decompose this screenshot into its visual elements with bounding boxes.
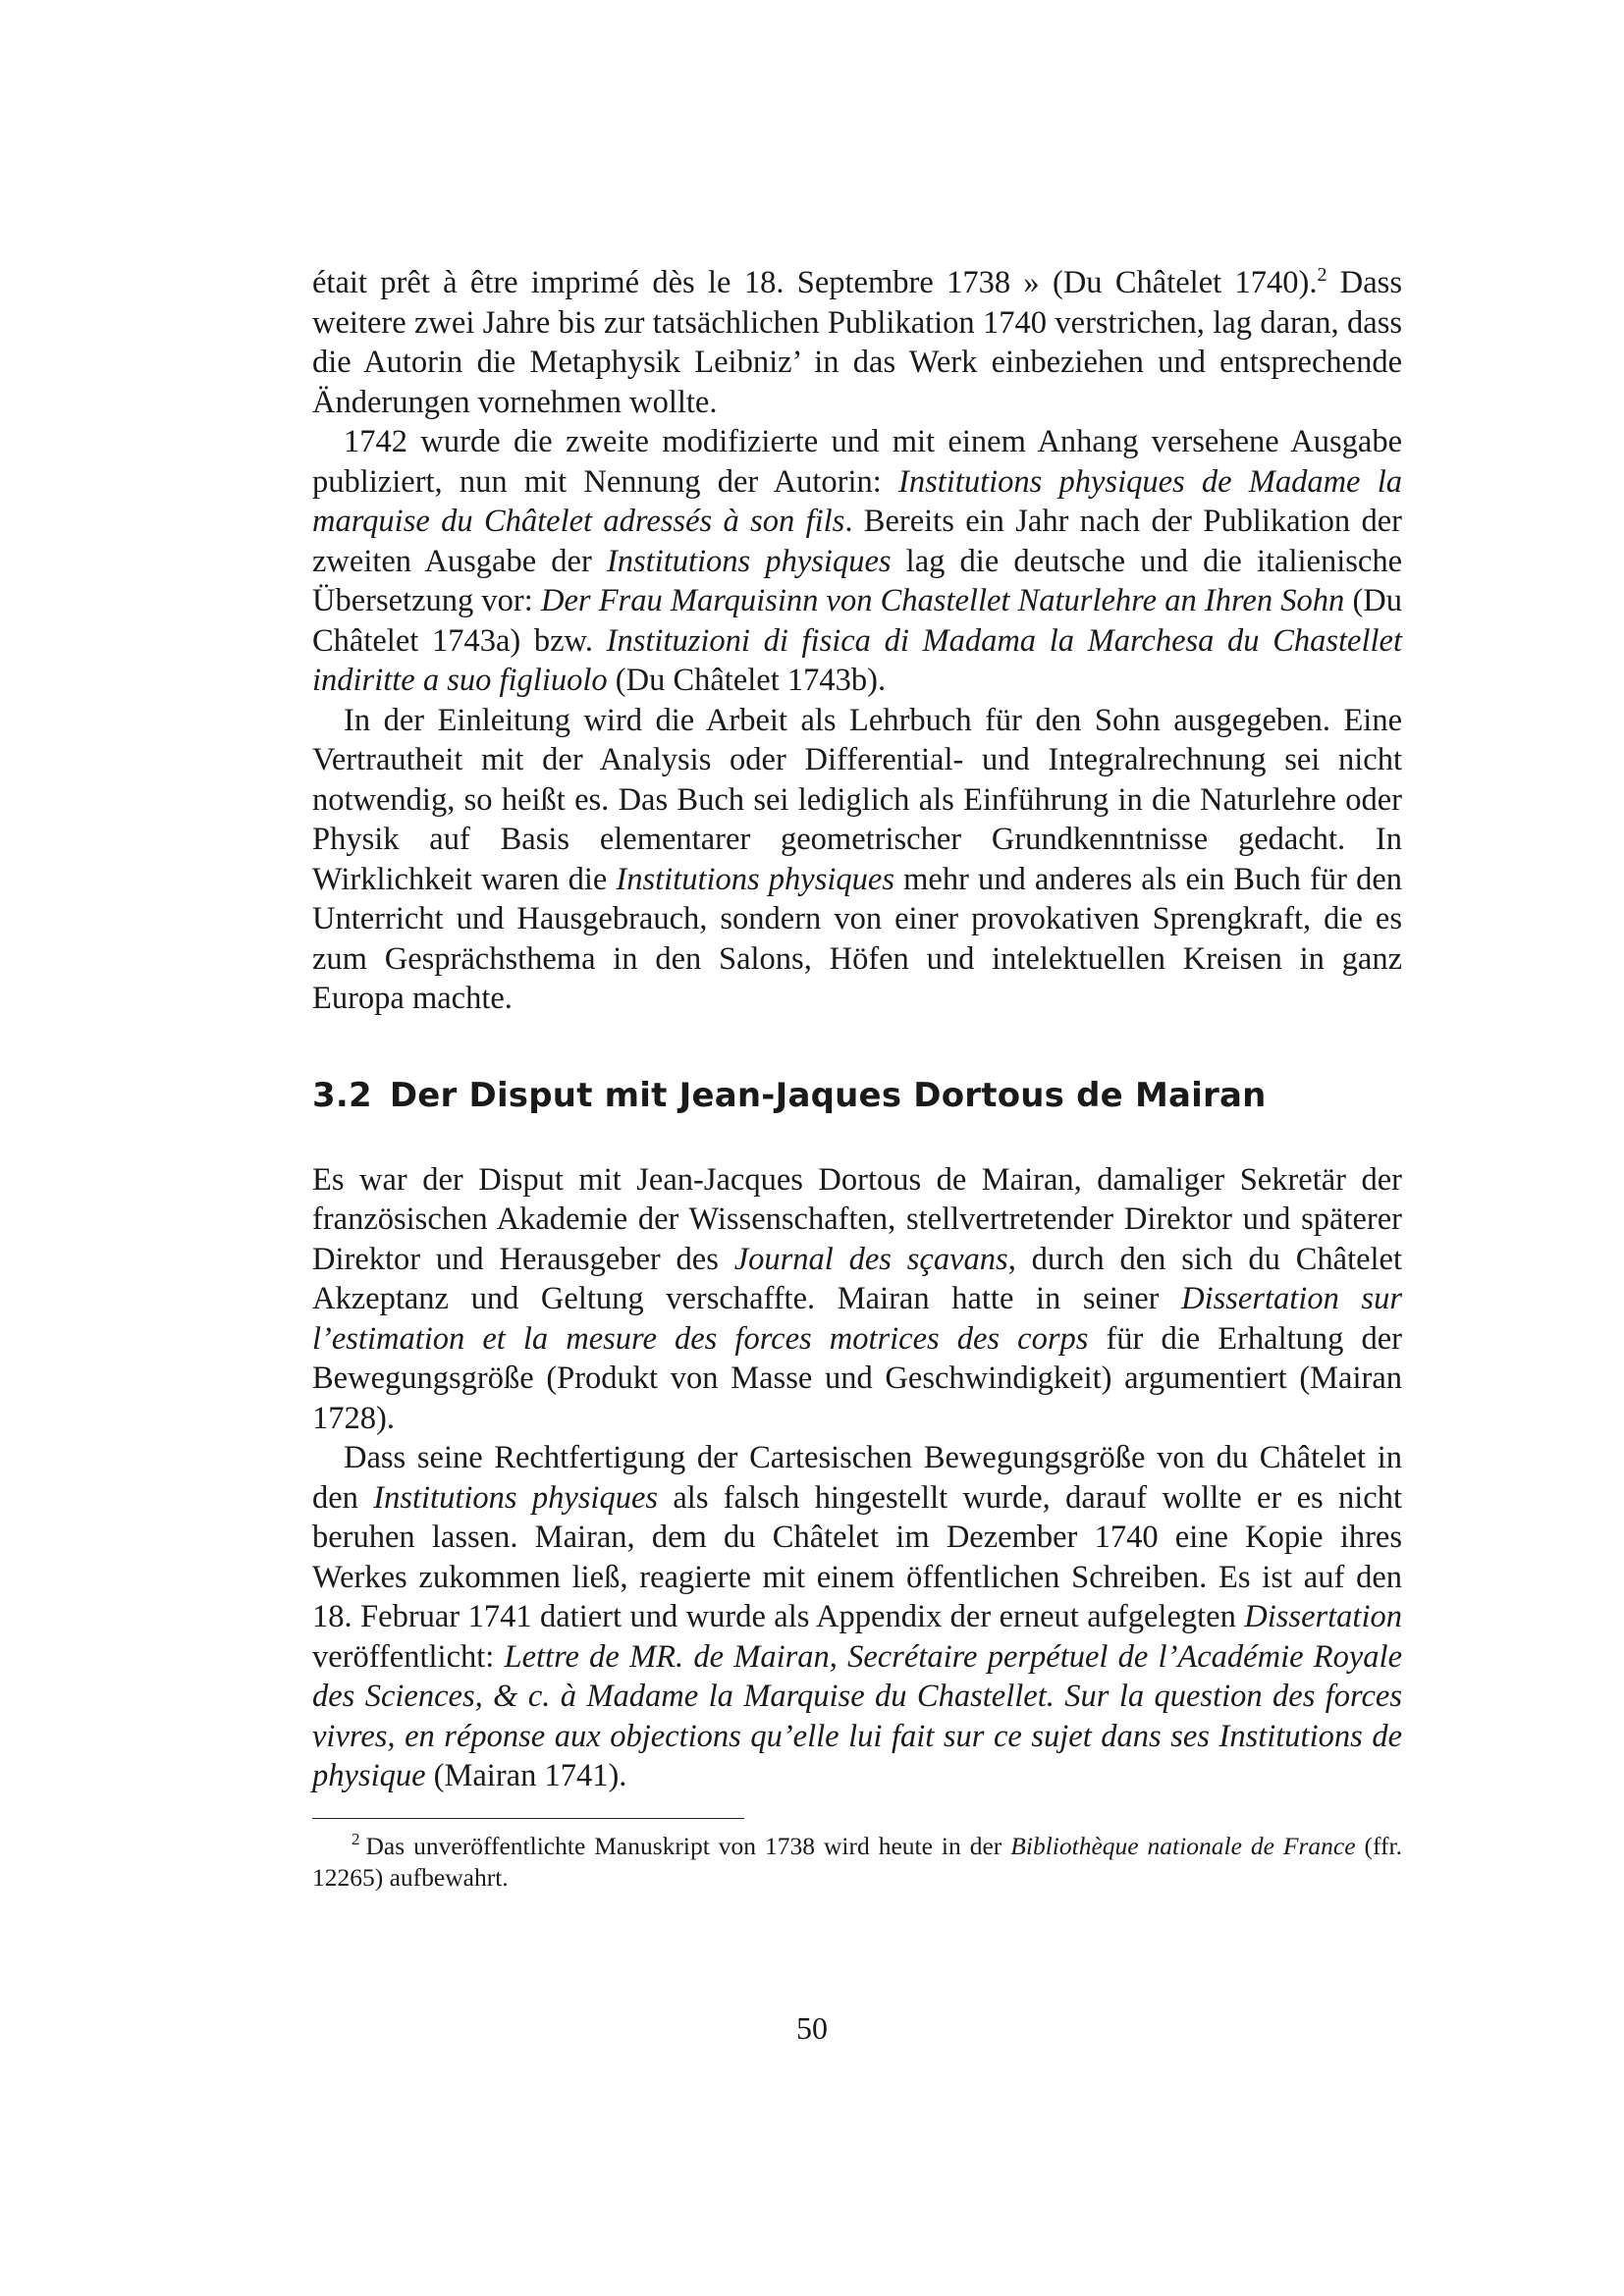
text-run: (Du Châtelet 1743b). bbox=[607, 663, 887, 698]
text-run: lag die deutsche und die italienische Übersetzung vor: bbox=[312, 543, 1402, 618]
footnote-marker: 2 bbox=[1317, 264, 1327, 287]
italic-title: Bibliothèque nationale de France bbox=[1010, 1831, 1356, 1860]
text-run: als falsch hingestellt wurde, darauf wollte er es nicht beruhen lassen. Mairan, dem du Châtelet im Dezember 1740 eine Kopie ihres Werkes zukommen ließ, reagierte mit einem öffentlichen Schreiben. Es ist auf den 18. Februar 1741 datiert und wurde als Appendix der erneut aufgelegten bbox=[312, 1479, 1402, 1634]
text-run: , durch den sich du Châtelet Akzeptanz und Geltung verschaffte. Mairan hatte in seiner bbox=[312, 1241, 1403, 1316]
paragraph bbox=[312, 1160, 1402, 1439]
text-run: veröffentlicht: bbox=[312, 1638, 505, 1675]
section-title: Der Disput mit Jean-Jaques Dortous de Mairan bbox=[389, 1075, 1267, 1115]
footnote-rule bbox=[312, 1818, 744, 1819]
section-number: 3.2 bbox=[312, 1075, 372, 1115]
italic-title: Journal des sçavans bbox=[733, 1241, 1008, 1277]
text-run: In der Einleitung wird die Arbeit als Lehrbuch für den Sohn ausgegeben. Eine Vertrautheit mit der Analysis oder Differential- und Integralrechnung sei nicht notwendig, so heißt es. Das Buch sei lediglich als Einführung in die Naturlehre oder Physik auf Basis elementarer geometrischer Grundkenntnisse gedacht. In Wirklichkeit waren die bbox=[312, 702, 1402, 897]
italic-title: Lettre de MR. de Mairan, Secrétaire perpétuel de l’Académie Royale des Sciences, & c. à Madame la Marquise du Chastellet. Sur la question des forces vivres, en réponse aux objections qu’elle lui fait sur ce sujet dans ses Institutions de physique bbox=[312, 1638, 1402, 1793]
page-number: 50 bbox=[796, 2010, 828, 2046]
text-run: 1742 wurde die zweite modifizierte und mit einem Anhang versehene Ausgabe publiziert, nun mit Nennung der Autorin: bbox=[312, 424, 1402, 500]
paragraph bbox=[312, 1438, 1402, 1796]
italic-title: Der Frau Marquisinn von Chastellet Naturlehre an Ihren Sohn bbox=[540, 583, 1345, 618]
section-heading bbox=[312, 1076, 1402, 1115]
text-before-section bbox=[312, 263, 1402, 1019]
paragraph bbox=[312, 263, 1402, 422]
text-run: était prêt à être imprimé dès le 18. Septembre 1738 » (Du Châtelet 1740). bbox=[312, 265, 1318, 300]
italic-title: Institutions physiques bbox=[373, 1479, 659, 1516]
paragraph bbox=[312, 422, 1402, 701]
footnote-number: 2 bbox=[352, 1830, 360, 1848]
text-run: Dass seine Rechtfertigung der Cartesischen Bewegungsgröße von du Châtelet in den bbox=[312, 1440, 1402, 1516]
italic-title: Institutions physiques bbox=[606, 543, 892, 579]
italic-title: Instituzioni di fisica di Madama la Marchesa du Chastellet indiritte a suo figliuolo bbox=[312, 622, 1402, 698]
text-run: Dass weitere zwei Jahre bis zur tatsächlichen Publikation 1740 verstrichen, lag daran, dass die Autorin die Metaphysik Leibniz’ in das Werk einbeziehen und entsprechende Änderungen vornehmen wollte. bbox=[312, 265, 1402, 420]
text-run: Das unveröffentlichte Manuskript von 1738 wird heute in der bbox=[365, 1831, 1011, 1860]
italic-title: Institutions physiques bbox=[616, 861, 894, 897]
page-body bbox=[312, 263, 1402, 1894]
text-run: (ffr. 12265) aufbewahrt. bbox=[312, 1831, 1402, 1892]
text-run: (Du Châtelet 1743a) bzw. bbox=[312, 583, 1402, 659]
text-run: (Mairan 1741). bbox=[425, 1758, 627, 1793]
text-after-section bbox=[312, 1160, 1402, 1796]
text-run: Es war der Disput mit Jean-Jacques Dortous de Mairan, damaliger Sekretär der französischen Akademie der Wissenschaften, stellvertretender Direktor und späterer Direktor und Herausgeber des bbox=[312, 1161, 1402, 1277]
italic-title: Dissertation sur l’estimation et la mesure des forces motrices des corps bbox=[312, 1281, 1402, 1357]
text-run: für die Erhaltung der Bewegungsgröße (Produkt von Masse und Geschwindigkeit) argumentiert (Mairan 1728). bbox=[312, 1320, 1403, 1436]
text-run: . Bereits ein Jahr nach der Publikation der zweiten Ausgabe der bbox=[312, 504, 1402, 579]
text-run: mehr und anderes als ein Buch für den Unterricht und Hausgebrauch, sondern von einer provokativen Sprengkraft, die es zum Gesprächsthema in den Salons, Höfen und intelektuellen Kreisen in ganz Europa machte. bbox=[312, 861, 1402, 1016]
italic-title: Institutions physiques de Madame la marquise du Châtelet adressés à son fils bbox=[312, 463, 1402, 539]
footnote bbox=[312, 1831, 1402, 1894]
paragraph bbox=[312, 701, 1402, 1019]
italic-title: Dissertation bbox=[1244, 1599, 1402, 1634]
